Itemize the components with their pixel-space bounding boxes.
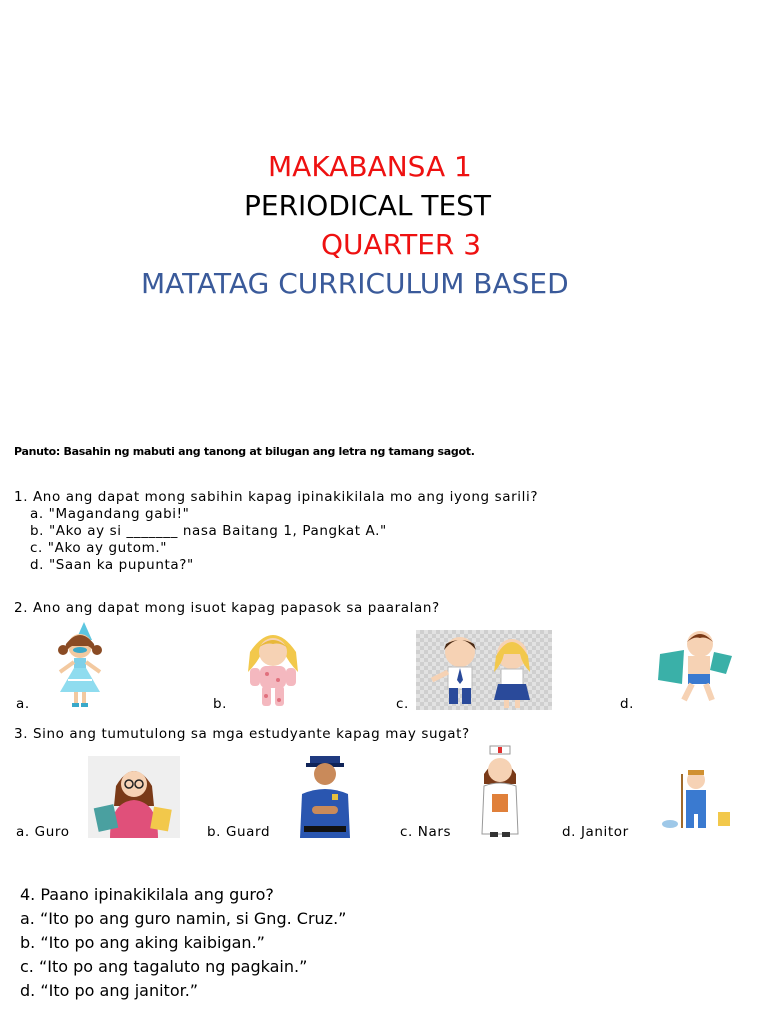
title-curriculum: MATATAG CURRICULUM BASED — [141, 267, 569, 300]
q3-option-c[interactable]: c. Nars — [400, 824, 452, 840]
boy-towel-image — [654, 626, 734, 706]
guard-image — [290, 750, 360, 838]
q1-option-d[interactable]: d. "Saan ka pupunta?" — [30, 557, 194, 573]
q4-question: 4. Paano ipinakikilala ang guro? — [20, 885, 274, 904]
q3-option-b[interactable]: b. Guard — [207, 824, 271, 840]
teacher-image — [88, 756, 180, 838]
q3-option-a[interactable]: a. Guro — [16, 824, 70, 840]
instruction-text: Panuto: Basahin ng mabuti ang tanong at bilugan ang letra ng tamang sagot. — [14, 445, 475, 458]
girl-party-dress-image — [48, 620, 112, 708]
girl-pajamas-image — [236, 622, 310, 710]
q1-option-b[interactable]: b. "Ako ay si _______ nasa Baitang 1, Pangkat A." — [30, 523, 387, 539]
q4-option-c[interactable]: c. “Ito po ang tagaluto ng pagkain.” — [20, 957, 308, 976]
q4-option-d[interactable]: d. “Ito po ang janitor.” — [20, 981, 199, 1000]
q1-option-a[interactable]: a. "Magandang gabi!" — [30, 506, 190, 522]
janitor-image — [656, 766, 738, 832]
q3-question: 3. Sino ang tumutulong sa mga estudyante kapag may sugat? — [14, 726, 470, 742]
nurse-image — [470, 744, 530, 838]
q4-option-b[interactable]: b. “Ito po ang aking kaibigan.” — [20, 933, 265, 952]
q2-option-a[interactable]: a. — [16, 696, 30, 712]
q2-option-c[interactable]: c. — [396, 696, 409, 712]
q1-option-c[interactable]: c. "Ako ay gutom." — [30, 540, 168, 556]
q2-option-b[interactable]: b. — [213, 696, 228, 712]
q4-option-a[interactable]: a. “Ito po ang guro namin, si Gng. Cruz.” — [20, 909, 347, 928]
q2-option-d[interactable]: d. — [620, 696, 635, 712]
q1-question: 1. Ano ang dapat mong sabihin kapag ipinakikilala mo ang iyong sarili? — [14, 489, 539, 505]
title-subject: MAKABANSA 1 — [268, 150, 472, 183]
students-uniform-image — [416, 630, 552, 710]
title-quarter: QUARTER 3 — [321, 228, 482, 261]
q3-option-d[interactable]: d. Janitor — [562, 824, 629, 840]
title-test: PERIODICAL TEST — [244, 189, 492, 222]
q2-question: 2. Ano ang dapat mong isuot kapag papasok sa paaralan? — [14, 600, 440, 616]
